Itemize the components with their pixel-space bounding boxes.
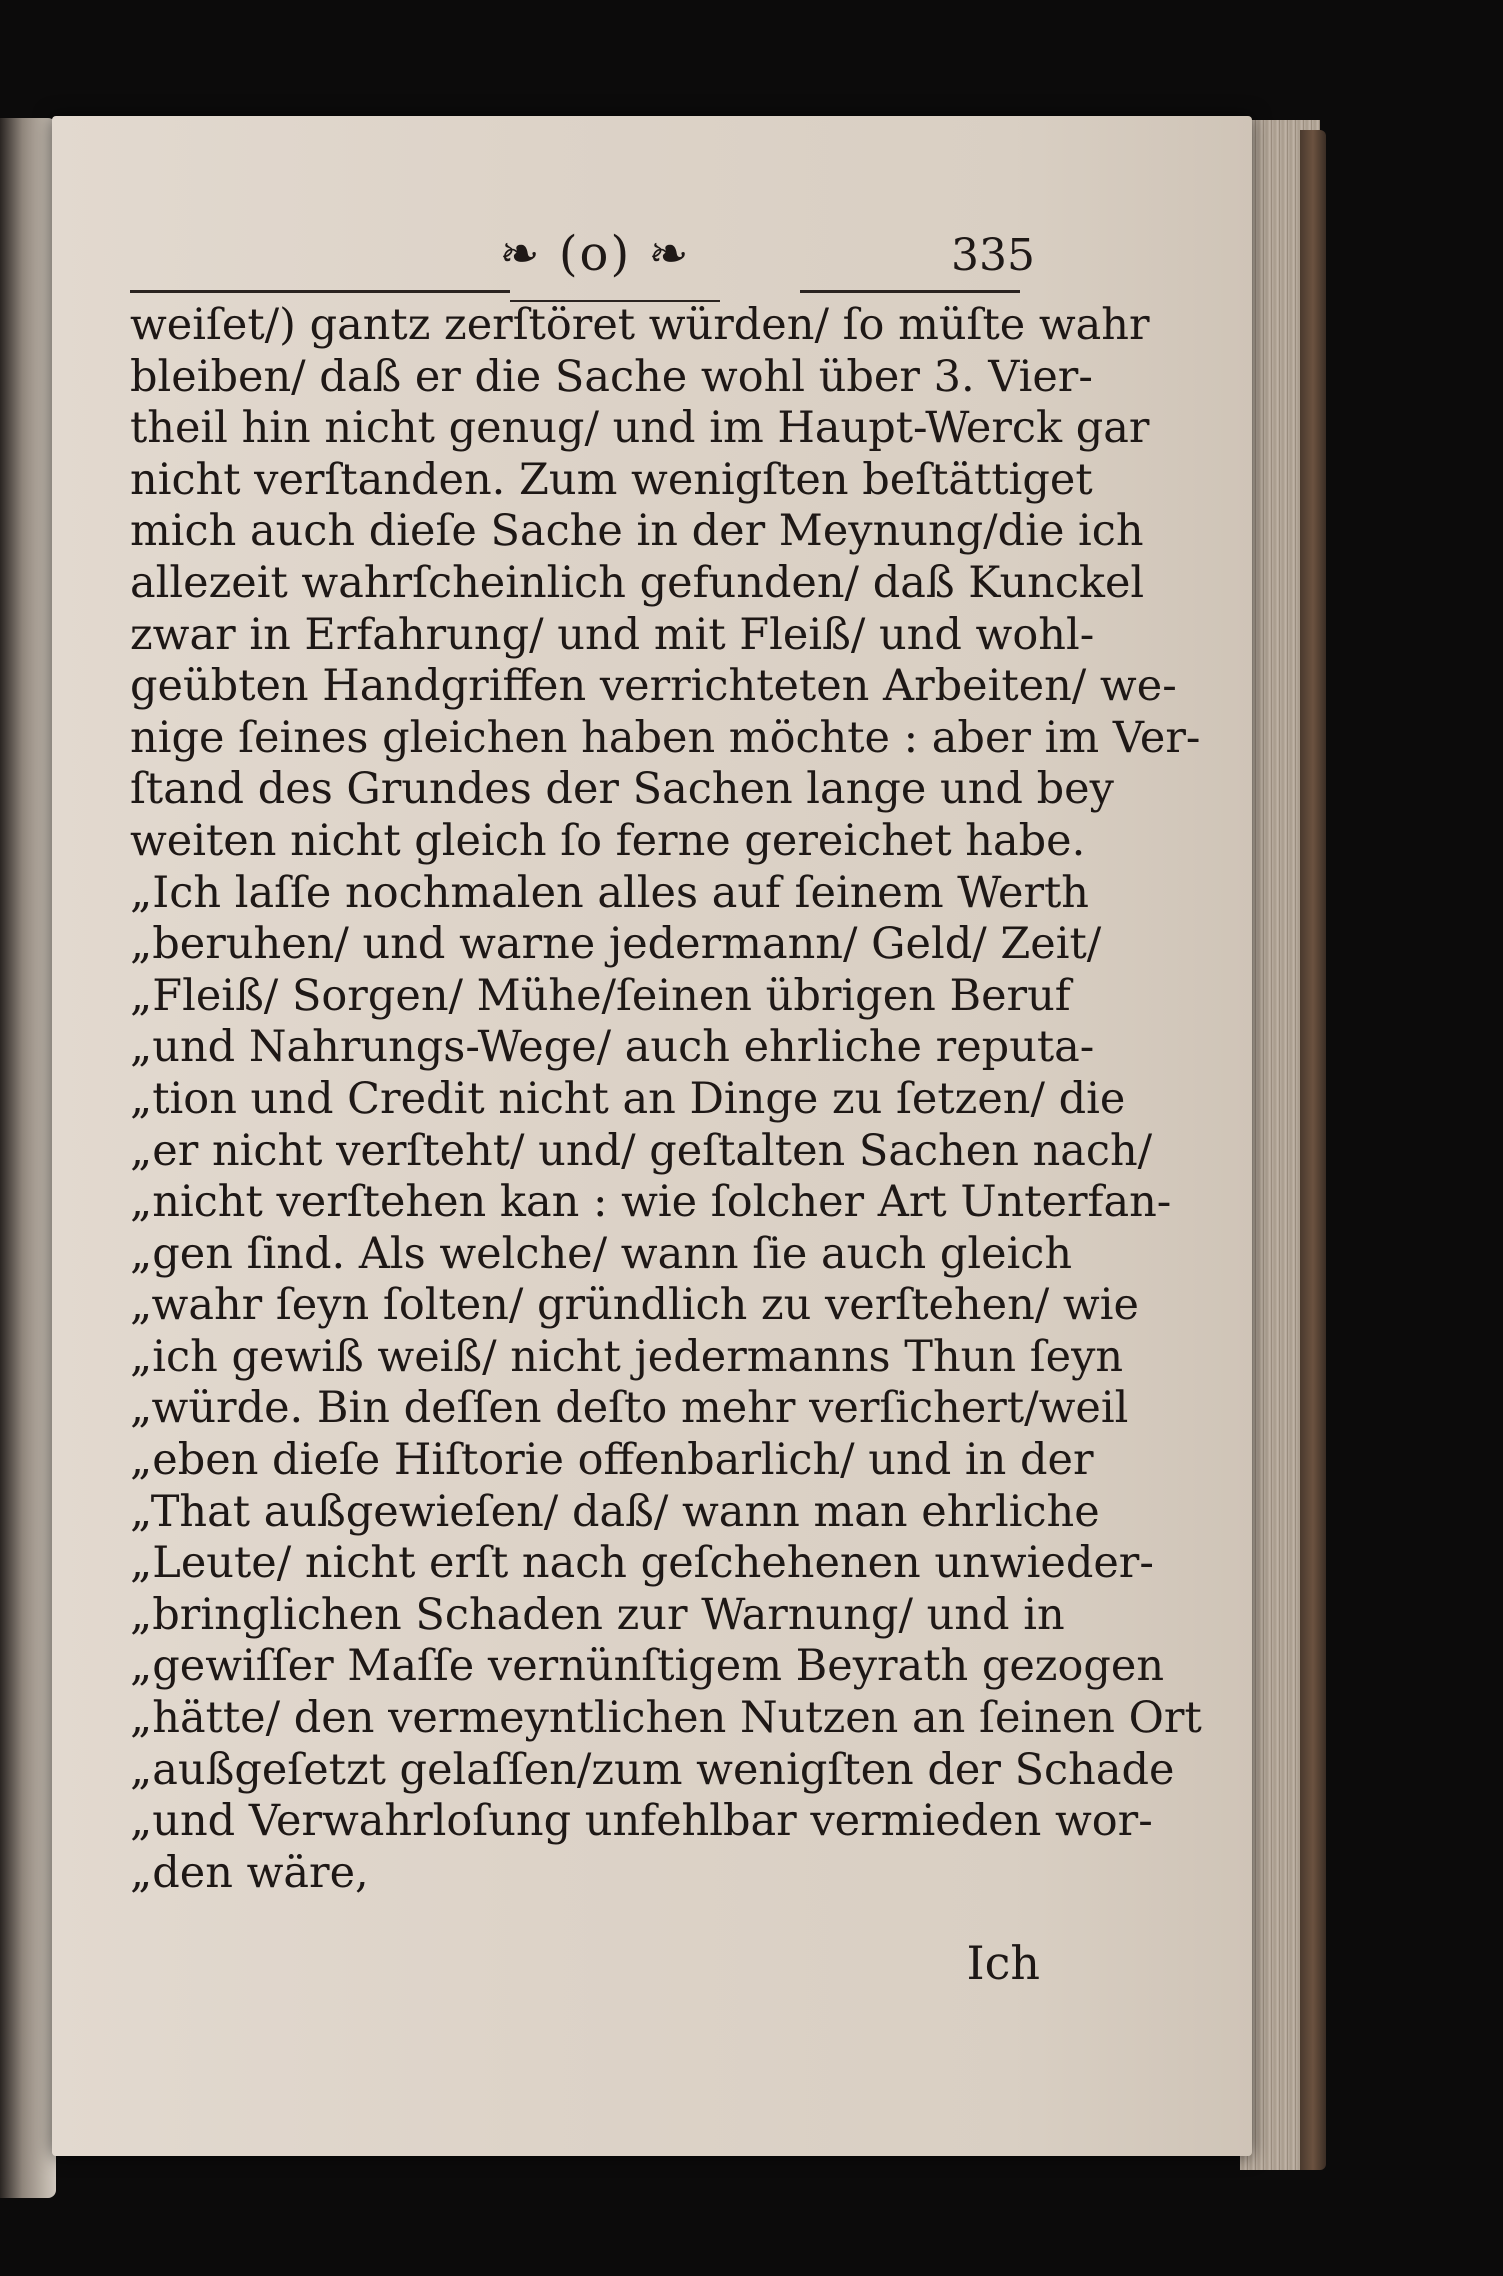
text-line: geübten Handgriffen verrichteten Arbeiten/ we- [130,661,1177,712]
text-line: „gewiſſer Maſſe vernünſtigem Beyrath gezogen [130,1641,1165,1692]
left-page-edge [0,118,56,2198]
text-line: „er nicht verſteht/ und/ geſtalten Sachen nach/ [130,1125,1153,1176]
text-line: theil hin nicht genug/ und im Haupt-Werck gar [130,403,1150,454]
text-line: „nicht verſtehen kan : wie ſolcher Art Unterfan- [130,1177,1172,1228]
body-text [130,300,1202,1899]
text-line: „eben dieſe Hiſtorie offenbarlich/ und in der [130,1435,1094,1486]
text-line: nicht verſtanden. Zum wenigſten beſtättiget [130,454,1093,505]
header-ornament: ❧ (o) ❧ [499,226,691,282]
text-line: „hätte/ den vermeyntlichen Nutzen an ſeinen Ort [130,1693,1202,1744]
text-line: „ich gewiß weiß/ nicht jedermanns Thun ſeyn [130,1331,1124,1382]
text-line: allezeit wahrſcheinlich gefunden/ daß Kunckel [130,557,1145,608]
text-line: „tion und Credit nicht an Dinge zu ſetzen/ die [130,1073,1126,1124]
text-line: „und Nahrungs-Wege/ auch ehrliche reputa- [130,1022,1095,1073]
text-line: weiſet/) gantz zerſtöret würden/ ſo müſte wahr [130,300,1150,350]
text-line: „Ich laſſe nochmalen alles auf ſeinem Werth [130,867,1089,918]
header-rule-right [800,290,1020,293]
text-line: „würde. Bin deſſen deſto mehr verſichert/weil [130,1383,1129,1434]
text-line: bleiben/ daß er die Sache wohl über 3. Vier- [130,351,1093,402]
text-line: „und Verwahrloſung unfehlbar vermieden wor- [130,1796,1153,1847]
text-line: „beruhen/ und warne jedermann/ Geld/ Zeit/ [130,919,1102,970]
text-line: „bringlichen Schaden zur Warnung/ und in [130,1589,1065,1640]
text-line: „außgeſetzt gelaſſen/zum wenigſten der Schade [130,1744,1175,1795]
text-line: „Fleiß/ Sorgen/ Mühe/ſeinen übrigen Beruf [130,970,1071,1021]
text-line: „wahr ſeyn ſolten/ gründlich zu verſtehen/ wie [130,1280,1139,1331]
text-line: „That außgewieſen/ daß/ wann man ehrliche [130,1486,1100,1537]
catchword: Ich [966,1936,1040,1990]
page-number: 335 [951,230,1035,281]
text-line: „Leute/ nicht erſt nach geſchehenen unwieder- [130,1538,1154,1589]
text-line: „gen ſind. Als welche/ wann ſie auch gleich [130,1228,1073,1279]
text-line: ſtand des Grundes der Sachen lange und bey [130,764,1114,815]
text-line: zwar in Erfahrung/ und mit Fleiß/ und wohl- [130,609,1095,660]
header-rule-left [130,290,510,293]
text-line: mich auch dieſe Sache in der Meynung/die ich [130,506,1144,557]
text-line: „den wäre, [130,1847,369,1898]
text-line: nige ſeines gleichen haben möchte : aber im Ver- [130,712,1201,763]
text-line: weiten nicht gleich ſo ferne gereichet habe. [130,815,1086,866]
book-cover-edge [1300,130,1326,2170]
